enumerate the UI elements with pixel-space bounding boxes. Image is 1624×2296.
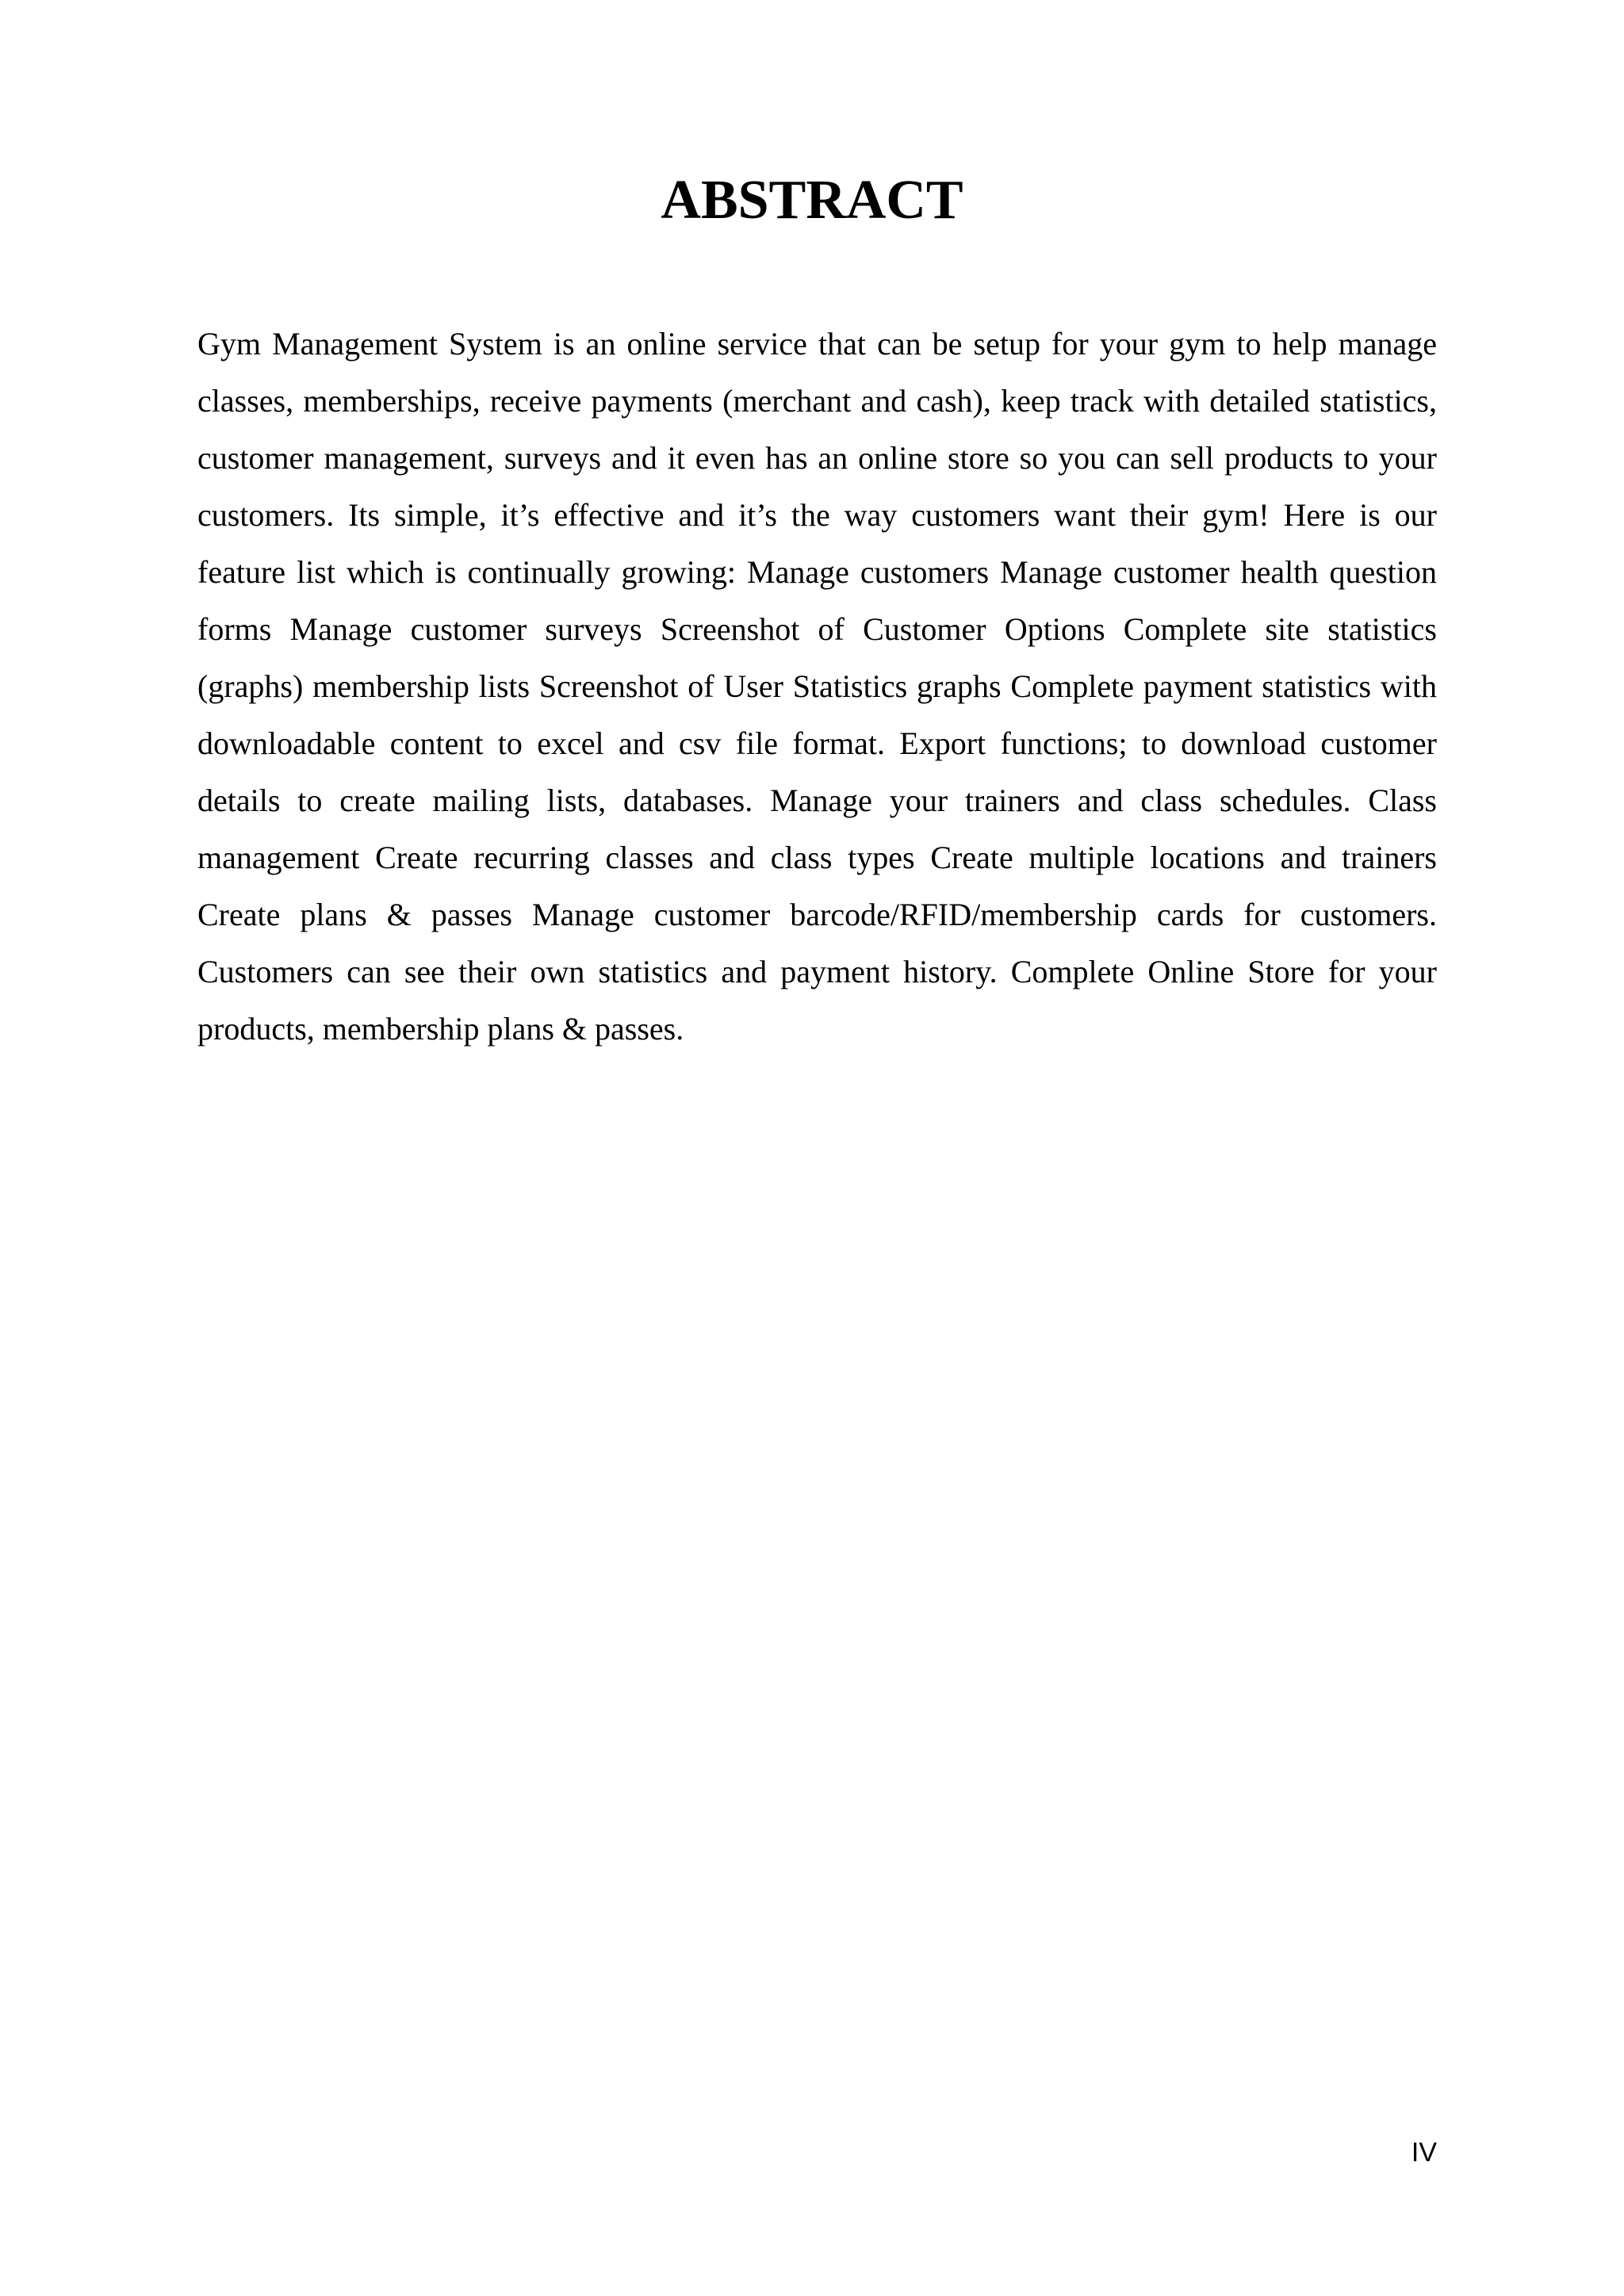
- abstract-paragraph: Gym Management System is an online service that can be setup for your gym to help manage classes, memberships, receive payments (merchant and cash), keep track with detailed statistics, customer management, surveys and it even has an online store so you can sell products to your customers. Its simple, it’s effective and it’s the way customers want their gym! Here is our feature list which is continually growing: Manage customers Manage customer health question forms Manage customer surveys Screenshot of Customer Options Complete site statistics (graphs) membership lists Screenshot of User Statistics graphs Complete payment statistics with downloadable content to excel and csv file format. Export functions; to download customer details to create mailing lists, databases. Manage your trainers and class schedules. Class management Create recurring classes and class types Create multiple locations and trainers Create plans & passes Manage customer barcode/RFID/membership cards for customers. Customers can see their own statistics and payment history. Complete Online Store for your products, membership plans & passes.: [197, 326, 1437, 1047]
- page-title: ABSTRACT: [661, 170, 963, 231]
- page-number: IV: [1411, 2137, 1437, 2168]
